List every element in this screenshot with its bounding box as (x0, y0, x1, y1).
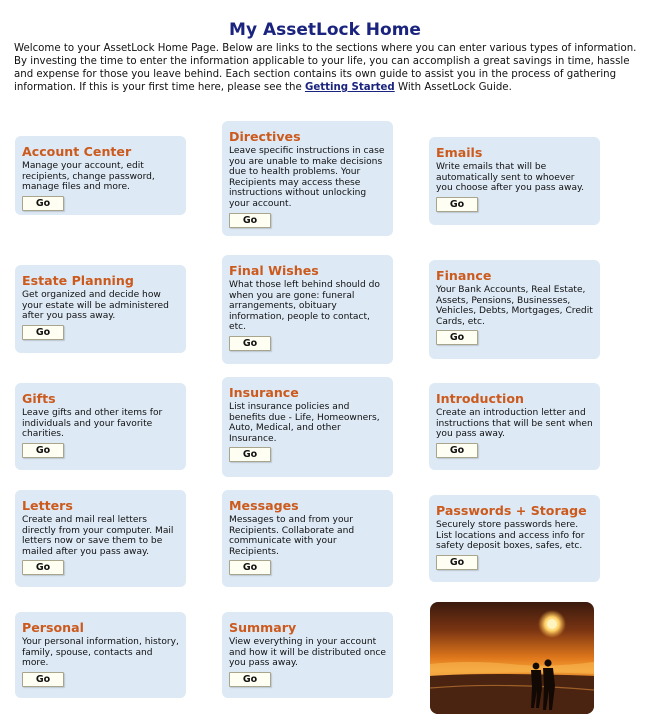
card-passwords-storage (429, 495, 600, 582)
card-description: Securely store passwords here. List locations and access info for safety deposit boxes, safes, etc. (436, 520, 585, 552)
card-introduction (429, 383, 600, 470)
card-title: Personal (22, 620, 84, 635)
card-gifts (15, 383, 186, 470)
sunset-couple-image (430, 602, 594, 714)
card-description: Manage your account, edit recipients, change password, manage files and more. (22, 161, 155, 193)
directives-go-button[interactable]: Go (229, 213, 271, 228)
card-description: Leave specific instructions in case you are unable to make decisions due to health problems. Your Recipients may access these instructions without unlocking your account. (229, 146, 385, 209)
card-description: Your Bank Accounts, Real Estate, Assets, Pensions, Businesses, Vehicles, Debts, Mortgages, Credit Cards, etc. (436, 285, 593, 327)
card-description: Create an introduction letter and instructions that will be sent when you pass away. (436, 408, 593, 440)
card-title: Messages (229, 498, 299, 513)
letters-go-button[interactable]: Go (22, 560, 64, 575)
intro-tail: With AssetLock Guide. (394, 82, 512, 93)
card-description: Create and mail real letters directly from your computer. Mail letters now or save them to be mailed after you pass away. (22, 515, 174, 557)
page-title: My AssetLock Home (229, 20, 421, 40)
card-emails (429, 137, 600, 225)
card-title: Account Center (22, 144, 132, 159)
card-insurance (222, 377, 393, 477)
card-title: Letters (22, 498, 73, 513)
introduction-go-button[interactable]: Go (436, 443, 478, 458)
card-description: Leave gifts and other items for individuals and your favorite charities. (22, 408, 163, 440)
finance-go-button[interactable]: Go (436, 330, 478, 345)
card-letters (15, 490, 186, 587)
estate-planning-go-button[interactable]: Go (22, 325, 64, 340)
card-description: Your personal information, history, family, spouse, contacts and more. (22, 637, 179, 669)
card-summary (222, 612, 393, 698)
card-title: Gifts (22, 391, 56, 406)
passwords-storage-go-button[interactable]: Go (436, 555, 478, 570)
card-title: Introduction (436, 391, 524, 406)
final-wishes-go-button[interactable]: Go (229, 336, 271, 351)
card-description: Write emails that will be automatically sent to whoever you choose after you pass away. (436, 162, 584, 194)
sunset-beach-photo (430, 602, 594, 714)
card-description: Get organized and decide how your estate will be administered after you pass away. (22, 290, 169, 322)
gifts-go-button[interactable]: Go (22, 443, 64, 458)
card-account-center (15, 136, 186, 215)
card-messages (222, 490, 393, 587)
card-description: Messages to and from your Recipients. Collaborate and communicate with your Recipients. (229, 515, 355, 557)
intro-text: Welcome to your AssetLock Home Page. Below are links to the sections where you can enter various types of information. By investing the time to enter the information applicable to your life, you can accomplish a great savings in time, hassle and expense for those you leave behind. Each section contains its own guide to assist you in the process of gathering information. If this is your first time here, please see the (14, 43, 637, 93)
card-description: What those left behind should do when you are gone: funeral arrangements, obituary information, people to contact, etc. (229, 280, 380, 333)
summary-go-button[interactable]: Go (229, 672, 271, 687)
card-title: Summary (229, 620, 297, 635)
card-title: Passwords + Storage (436, 503, 587, 518)
card-description: View everything in your account and how it will be distributed once you pass away. (229, 637, 386, 669)
card-estate-planning (15, 265, 186, 353)
card-final-wishes (222, 255, 393, 364)
account-center-go-button[interactable]: Go (22, 196, 64, 211)
card-finance (429, 260, 600, 359)
card-title: Estate Planning (22, 273, 134, 288)
card-personal (15, 612, 186, 698)
card-title: Emails (436, 145, 483, 160)
card-title: Finance (436, 268, 492, 283)
card-title: Final Wishes (229, 263, 319, 278)
getting-started-link[interactable]: Getting Started (304, 82, 395, 93)
personal-go-button[interactable]: Go (22, 672, 64, 687)
card-title: Insurance (229, 385, 299, 400)
card-directives (222, 121, 393, 236)
card-title: Directives (229, 129, 301, 144)
messages-go-button[interactable]: Go (229, 560, 271, 575)
intro-paragraph (14, 42, 638, 94)
emails-go-button[interactable]: Go (436, 197, 478, 212)
card-description: List insurance policies and benefits due - Life, Homeowners, Auto, Medical, and other Insurance. (229, 402, 380, 444)
insurance-go-button[interactable]: Go (229, 447, 271, 462)
